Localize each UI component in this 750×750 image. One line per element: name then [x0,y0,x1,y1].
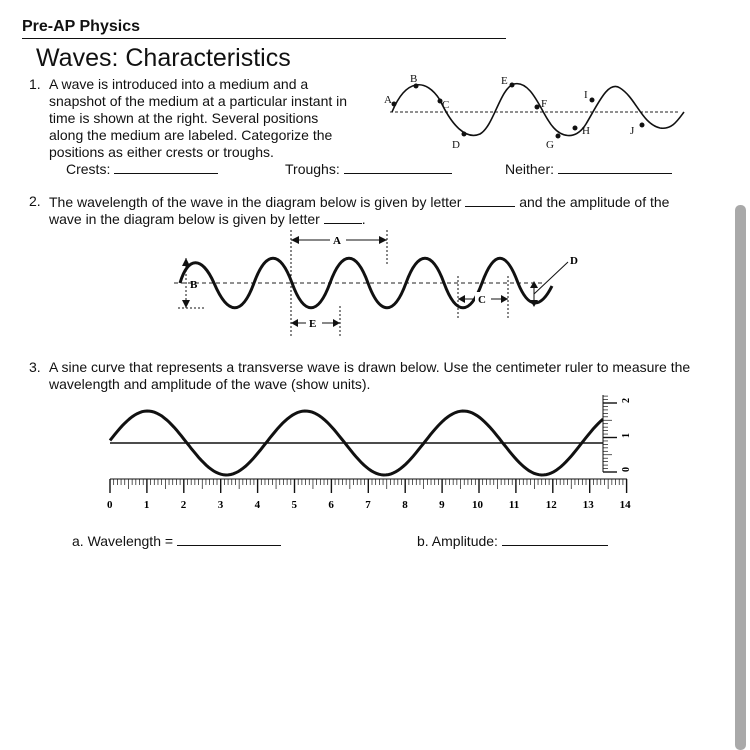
ruler-label: 9 [439,499,445,511]
ruler-label: 1 [143,499,150,511]
label-d: D [452,139,460,151]
q1-wave-diagram [380,68,690,158]
label-b: B [190,279,198,291]
label-h: H [582,125,590,137]
arrowhead [501,295,508,303]
horizontal-ruler-ticks [110,479,627,493]
q2-wavelength-blank[interactable] [465,193,515,207]
wavelength-answer-blank[interactable] [177,532,281,546]
label-c: C [478,294,486,306]
point-j [640,123,645,128]
ruler-label: 6 [328,499,334,511]
q2-text-part2: and the amplitude of the [519,194,670,210]
q1-line: positions as either crests or troughs. [49,144,274,160]
header-underline [22,38,506,39]
label-d: D [570,255,578,267]
ruler-label: 8 [402,499,408,511]
troughs-answer-blank[interactable] [344,160,452,174]
q3-sine-ruler-diagram [100,390,640,515]
arrowhead [530,281,538,288]
label-e: E [309,318,317,330]
vertical-ruler-label: 0 [621,467,632,472]
ruler-label: 11 [508,499,520,511]
q3a-row [72,532,281,550]
q2-period: . [361,211,366,227]
point-d [462,132,467,137]
label-g: G [546,139,554,151]
q3b-row [417,532,608,550]
ruler-label: 3 [217,499,224,511]
ruler-label: 7 [365,499,371,511]
point-f [535,105,540,110]
point-i [590,98,595,103]
course-header: Pre-AP Physics [22,18,140,35]
q1-line: snapshot of the medium at a particular instant in [49,93,348,109]
label-a: A [333,235,341,247]
label-c: C [442,99,450,111]
q3-line1: A sine curve that represents a transverse wave is drawn below. Use the centimeter ruler to measure the [49,359,691,375]
ruler-label: 2 [180,499,187,511]
q1-neither-row [505,160,672,178]
arrowhead [333,319,340,327]
amplitude-b-arrow-down [182,300,190,308]
label-e: E [501,75,508,87]
point-g [556,134,561,139]
label-a: A [384,94,392,106]
q1-line: along the medium are labeled. Categorize the [49,127,333,143]
arrowhead [291,236,299,244]
ruler-label: 13 [582,499,594,511]
amplitude-answer-blank[interactable] [502,532,608,546]
point-a [392,102,397,107]
horizontal-ruler-labels [107,499,631,511]
q1-text [49,76,379,161]
q2-wave-diagram [160,226,580,338]
q2-line1 [49,193,669,211]
crests-answer-blank[interactable] [114,160,218,174]
ruler-label: 5 [291,499,297,511]
vertical-ruler-label: 2 [621,398,632,403]
troughs-label: Troughs: [285,161,340,177]
ruler-label: 0 [107,499,113,511]
ruler-label: 10 [472,499,483,511]
label-i: I [584,89,588,101]
q1-wave-curve [392,84,684,136]
neither-answer-blank[interactable] [558,160,672,174]
point-h [573,126,578,131]
point-e [510,83,515,88]
vertical-ruler-label: 1 [621,433,632,438]
vertical-ruler-ticks [603,396,617,472]
ruler-label: 14 [619,499,631,511]
ruler-label: 12 [545,499,557,511]
arrowhead [379,236,387,244]
q1-crests-row [66,160,218,178]
page-title: Waves: Characteristics [36,44,291,72]
arrowhead [291,319,298,327]
q1-number: 1. [29,76,41,92]
label-j: J [630,125,635,137]
q3-line2: wavelength and amplitude of the wave (show units). [49,376,371,392]
q1-line: A wave is introduced into a medium and a [49,76,309,92]
q2-text-part1: The wavelength of the wave in the diagram below is given by letter [49,194,462,210]
q3-number: 3. [29,359,41,375]
q1-line: time is shown at the right. Several positions [49,110,319,126]
q2-number: 2. [29,193,41,209]
wavelength-label: a. Wavelength = [72,533,174,549]
q2-amplitude-blank[interactable] [324,210,362,224]
q2-text-part3: wave in the diagram below is given by letter [49,211,320,227]
arrowhead [458,295,465,303]
ruler-label: 4 [254,499,261,511]
scrollbar[interactable] [735,205,746,750]
crests-label: Crests: [66,161,111,177]
q1-troughs-row [285,160,452,178]
amplitude-b-arrow-up [182,258,190,266]
label-b: B [410,73,418,85]
label-f: F [541,98,548,110]
neither-label: Neither: [505,161,555,177]
amplitude-label: b. Amplitude: [417,533,498,549]
